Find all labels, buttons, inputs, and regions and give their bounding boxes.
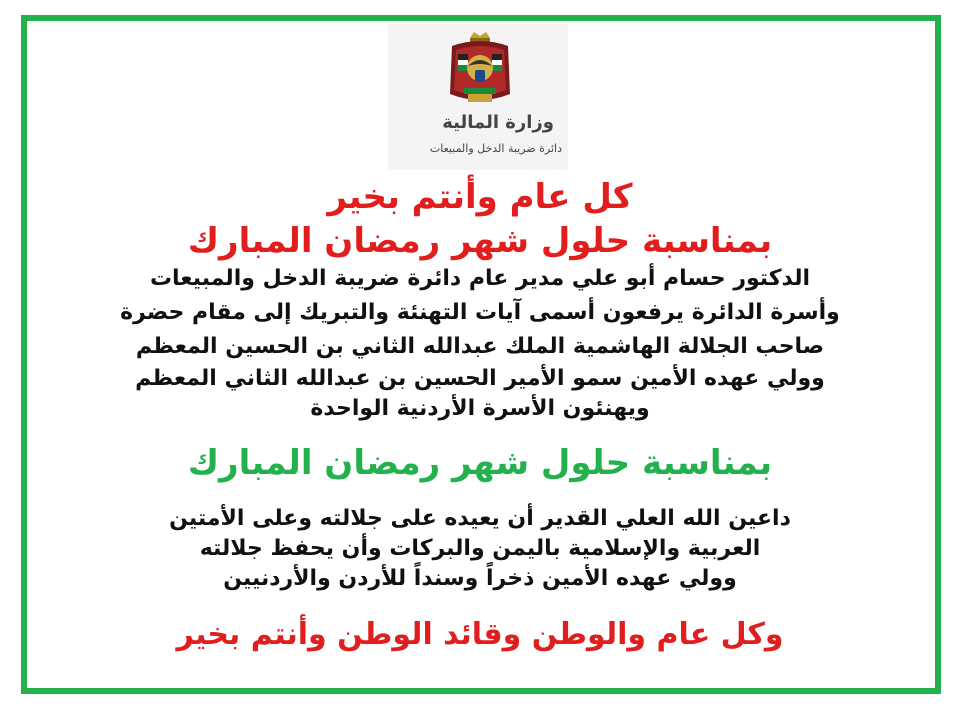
greeting-line-2: بمناسبة حلول شهر رمضان المبارك [187, 221, 773, 261]
message-line-5: ويهنئون الأسرة الأردنية الواحدة [310, 396, 650, 421]
message-line-1: الدكتور حسام أبو علي مدير عام دائرة ضريبة الدخل والمبيعات [149, 266, 811, 291]
message-line-3: صاحب الجلالة الهاشمية الملك عبدالله الثاني بن الحسين المعظم [135, 334, 825, 359]
ministry-logo [388, 24, 568, 170]
department-name: دائرة ضريبة الدخل والمبيعات [429, 142, 562, 155]
greeting-line-1: كل عام وأنتم بخير [327, 177, 633, 217]
occasion-heading: بمناسبة حلول شهر رمضان المبارك [187, 443, 773, 483]
prayer-line-1: داعين الله العلي القدير أن يعيده على جلالته وعلى الأمتين [169, 506, 791, 531]
message-line-4: وولي عهده الأمين سمو الأمير الحسين بن عبدالله الثاني المعظم [135, 366, 825, 391]
closing-line: وكل عام والوطن وقائد الوطن وأنتم بخير [176, 617, 784, 652]
ministry-name: وزارة المالية [442, 112, 554, 133]
prayer-line-2: العربية والإسلامية باليمن والبركات وأن يحفظ جلالته [199, 536, 761, 561]
jordan-coat-of-arms-icon [444, 28, 516, 110]
prayer-line-3: وولي عهده الأمين ذخراً وسنداً للأردن والأردنيين [223, 566, 737, 591]
message-line-2: وأسرة الدائرة يرفعون أسمى آيات التهنئة والتبريك إلى مقام حضرة [120, 300, 840, 325]
